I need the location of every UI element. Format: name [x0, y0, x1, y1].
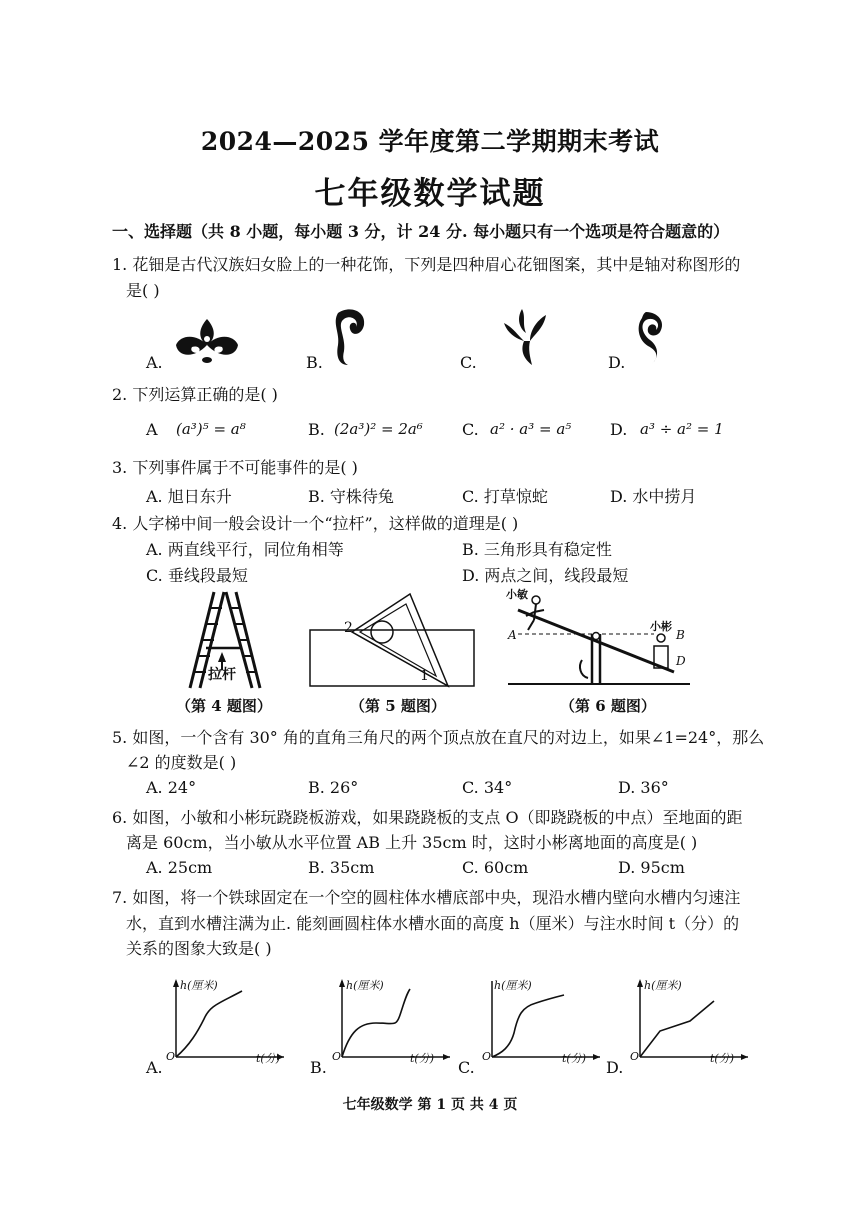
q1-line2: 是( ) [126, 281, 160, 300]
graph-b-ylabel: h(厘米) [346, 979, 384, 992]
q5-option-b: B. 26° [308, 778, 359, 797]
fig5-angle2: 2 [344, 620, 353, 636]
graph-c-ylabel: h(厘米) [494, 979, 532, 992]
graph-b-xlabel: t(分) [410, 1052, 435, 1065]
q2-option-d-letter: D. [610, 420, 628, 439]
huadian-pattern-a-icon [172, 315, 242, 365]
huadian-pattern-c-icon [500, 307, 550, 367]
q1-option-c: C. [460, 353, 477, 372]
q2-option-c-letter: C. [462, 420, 479, 439]
fig6-caption: （第 6 题图） [560, 697, 656, 715]
graph-a-ylabel: h(厘米) [180, 979, 218, 992]
page-footer: 七年级数学 第 1 页 共 4 页 [342, 1097, 518, 1113]
q2-option-d-expr: a³ ÷ a² = 1 [640, 420, 724, 438]
q7-line2: 水，直到水槽注满为止. 能刻画圆柱体水槽水面的高度 h（厘米）与注水时间 t（分）的 [126, 914, 740, 933]
graph-a-xlabel: t(分) [256, 1052, 281, 1065]
q4-option-c: C. 垂线段最短 [146, 566, 248, 585]
graph-d-xlabel: t(分) [710, 1052, 735, 1065]
graph-c-xlabel: t(分) [562, 1052, 587, 1065]
q2-option-b-expr: (2a³)² = 2a⁶ [334, 420, 423, 438]
q6-option-d: D. 95cm [618, 858, 685, 877]
q2-option-b-letter: B. [308, 420, 325, 439]
huadian-pattern-d-icon [636, 310, 672, 366]
q3-stem: 3. 下列事件属于不可能事件的是( ) [112, 458, 358, 477]
q2-option-a-letter: A [146, 420, 158, 439]
q1-option-b: B. [306, 353, 323, 372]
q6-line2: 离是 60cm，当小敏从水平位置 AB 上升 35cm 时，这时小彬离地面的高度是( ) [126, 833, 698, 852]
q5-line2: ∠2 的度数是( ) [126, 753, 237, 772]
fig6-label-min: 小敏 [506, 588, 528, 601]
q4-option-b: B. 三角形具有稳定性 [462, 540, 612, 559]
q7-option-c: C. [458, 1058, 475, 1077]
q7-line3: 关系的图象大致是( ) [126, 939, 272, 958]
q1-option-d: D. [608, 353, 626, 372]
graph-a-origin: O [166, 1050, 176, 1063]
q7-option-b: B. [310, 1058, 327, 1077]
q4-option-d: D. 两点之间，线段最短 [462, 566, 629, 585]
q2-stem: 2. 下列运算正确的是( ) [112, 385, 278, 404]
fig6-label-a: A [508, 628, 517, 642]
q6-option-a: A. 25cm [146, 858, 213, 877]
q1-line1: 1. 花钿是古代汉族妇女脸上的一种花饰，下列是四种眉心花钿图案，其中是轴对称图形的 [112, 255, 741, 274]
q6-option-c: C. 60cm [462, 858, 529, 877]
fig6-label-bin: 小彬 [650, 620, 672, 633]
q7-line1: 7. 如图，将一个铁球固定在一个空的圆柱体水槽底部中央，现沿水槽内壁向水槽内匀速注 [112, 888, 741, 907]
huadian-pattern-b-icon [330, 305, 370, 367]
fig6-label-d: D [676, 654, 686, 668]
q4-option-a: A. 两直线平行，同位角相等 [146, 540, 344, 559]
section-heading: 一、选择题（共 8 小题，每小题 3 分，计 24 分. 每小题只有一个选项是符合题意的） [112, 222, 730, 241]
fig5-angle1: 1 [420, 668, 429, 684]
seesaw-figure [504, 590, 694, 690]
q3-option-a: A. 旭日东升 [146, 487, 232, 506]
q6-option-b: B. 35cm [308, 858, 375, 877]
fig4-caption: （第 4 题图） [176, 697, 272, 715]
graph-b-origin: O [332, 1050, 342, 1063]
fig5-caption: （第 5 题图） [350, 697, 446, 715]
q2-option-c-expr: a² · a³ = a⁵ [490, 420, 572, 438]
fig4-label: 拉杆 [208, 667, 236, 683]
q5-line1: 5. 如图，一个含有 30° 角的直角三角尺的两个顶点放在直尺的对边上，如果∠1=24°，那么 [112, 728, 765, 747]
q5-option-c: C. 34° [462, 778, 513, 797]
q5-option-d: D. 36° [618, 778, 669, 797]
q3-option-b: B. 守株待兔 [308, 487, 394, 506]
q4-stem: 4. 人字梯中间一般会设计一个“拉杆”，这样做的道理是( ) [112, 514, 519, 533]
q3-option-d: D. 水中捞月 [610, 487, 697, 506]
q2-option-a-expr: (a³)⁵ = a⁸ [176, 420, 246, 438]
graph-c-origin: O [482, 1050, 492, 1063]
exam-subtitle: 七年级数学试题 [314, 176, 546, 212]
q7-option-d: D. [606, 1058, 624, 1077]
q7-option-a: A. [146, 1058, 163, 1077]
q5-option-a: A. 24° [146, 778, 197, 797]
q6-line1: 6. 如图，小敏和小彬玩跷跷板游戏，如果跷跷板的支点 O（即跷跷板的中点）至地面的距 [112, 808, 743, 827]
q3-option-c: C. 打草惊蛇 [462, 487, 548, 506]
fig6-label-b: B [676, 628, 685, 642]
graph-d-origin: O [630, 1050, 640, 1063]
graph-d-ylabel: h(厘米) [644, 979, 682, 992]
ruler-triangle-figure [308, 592, 478, 688]
exam-title: 2024—2025 学年度第二学期期末考试 [200, 127, 660, 156]
q1-option-a: A. [146, 353, 163, 372]
